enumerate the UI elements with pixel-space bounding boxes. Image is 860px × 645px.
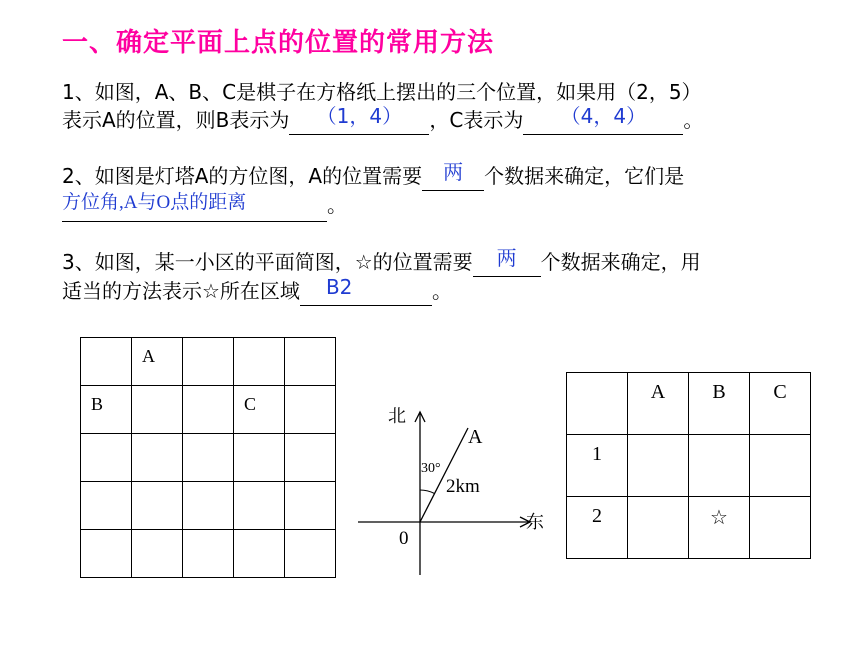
grid-cell <box>132 530 183 578</box>
grid-cell <box>183 434 234 482</box>
q1-answer-c: （4，4） <box>523 106 683 135</box>
q2-text: 2、如图是灯塔A的方位图，A的位置需要 <box>62 164 423 188</box>
column-header: B <box>689 373 750 435</box>
grid-cell <box>81 530 132 578</box>
grid-cell <box>81 434 132 482</box>
grid-row <box>81 386 336 434</box>
q1-answer-b: （1，4） <box>289 106 429 135</box>
grid-cell <box>750 497 811 559</box>
star-icon: ☆ <box>710 507 728 529</box>
grid-cell <box>285 434 336 482</box>
q1-line-2 <box>62 106 703 135</box>
grid-cell <box>183 338 234 386</box>
q3-line-1 <box>62 248 701 277</box>
lighthouse-direction-diagram <box>350 400 550 580</box>
grid-cell <box>567 373 628 435</box>
east-label: 东 <box>526 512 544 532</box>
grid-cell <box>183 482 234 530</box>
grid-row <box>567 435 811 497</box>
point-a-label: A <box>468 426 483 448</box>
angle-arc <box>420 490 435 494</box>
grid-row <box>567 373 811 435</box>
grid-cell: A <box>132 338 183 386</box>
q3-text-3: 适当的方法表示☆所在区域 <box>62 279 300 303</box>
question-2 <box>62 162 684 222</box>
grid-cell <box>285 482 336 530</box>
q2-answer-data: 方位角,A与O点的距离 <box>62 193 327 222</box>
grid-cell <box>285 338 336 386</box>
q1-text: 表示A的位置，则B表示为 <box>62 108 290 132</box>
q3-text-2: 个数据来确定，用 <box>540 250 701 274</box>
q2-answer-count: 两 <box>422 162 484 191</box>
star-cell <box>689 497 750 559</box>
grid-row <box>81 482 336 530</box>
question-1 <box>62 78 703 135</box>
angle-label: 30° <box>421 461 441 476</box>
q3-answer-count: 两 <box>473 248 541 277</box>
q2-line-1 <box>62 162 684 191</box>
grid-cell <box>234 482 285 530</box>
grid-cell <box>285 530 336 578</box>
grid-cell: C <box>234 386 285 434</box>
grid-row <box>81 338 336 386</box>
grid-cell <box>234 530 285 578</box>
section-title: 一、确定平面上点的位置的常用方法 <box>62 28 495 58</box>
grid-cell <box>628 435 689 497</box>
q2-text-2: 个数据来确定，它们是 <box>484 164 685 188</box>
origin-label: 0 <box>399 528 409 549</box>
grid-cell <box>132 482 183 530</box>
grid-cell <box>81 338 132 386</box>
grid-cell <box>234 434 285 482</box>
q3-answer-region: B2 <box>300 277 432 306</box>
q3-line-2 <box>62 277 701 306</box>
q3-text: 3、如图，某一小区的平面简图，☆的位置需要 <box>62 250 473 274</box>
position-grid <box>80 337 336 578</box>
q2-line-2 <box>62 191 684 222</box>
grid-cell <box>183 386 234 434</box>
row-header: 2 <box>567 497 628 559</box>
grid-cell <box>81 482 132 530</box>
grid-cell <box>628 497 689 559</box>
grid-cell <box>234 338 285 386</box>
community-grid <box>566 372 811 559</box>
grid-cell <box>689 435 750 497</box>
grid-cell: B <box>81 386 132 434</box>
question-3 <box>62 248 701 306</box>
q2-period: 。 <box>327 193 347 217</box>
row-header: 1 <box>567 435 628 497</box>
grid-cell <box>183 530 234 578</box>
q1-period: 。 <box>683 108 704 132</box>
grid-cell <box>132 386 183 434</box>
grid-row <box>81 434 336 482</box>
q3-period: 。 <box>431 279 452 303</box>
distance-label: 2km <box>446 476 480 497</box>
q1-line-1: 1、如图，A、B、C是棋子在方格纸上摆出的三个位置，如果用（2，5） <box>62 80 702 104</box>
column-header: A <box>628 373 689 435</box>
north-label: 北 <box>388 406 406 426</box>
grid-cell <box>750 435 811 497</box>
grid-row <box>567 497 811 559</box>
grid-cell <box>132 434 183 482</box>
grid-cell <box>285 386 336 434</box>
q1-text-2: ，C表示为 <box>429 108 524 132</box>
grid-row <box>81 530 336 578</box>
column-header: C <box>750 373 811 435</box>
